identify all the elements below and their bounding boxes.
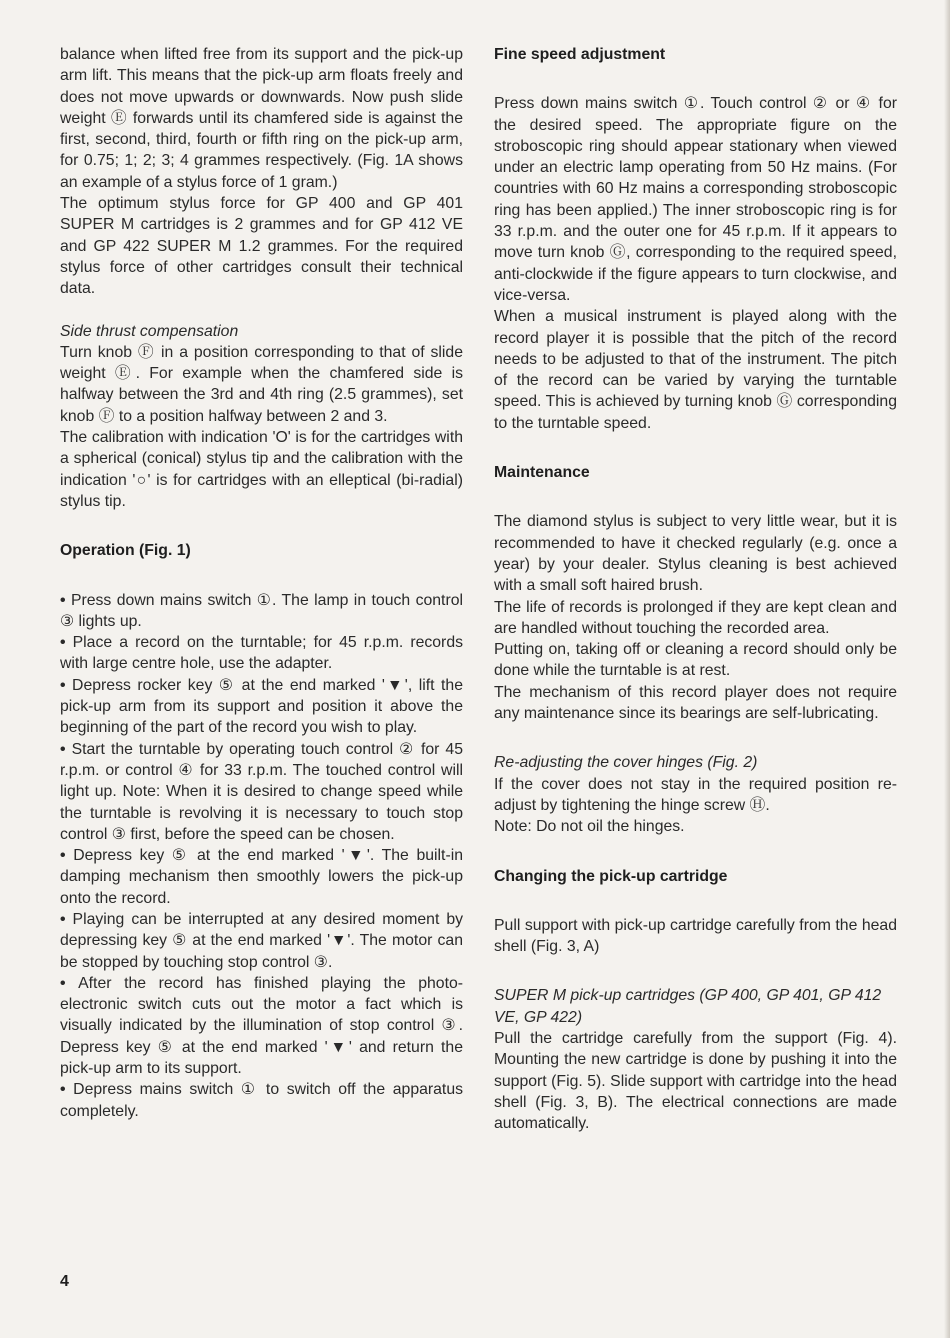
page-number: 4 (60, 1273, 69, 1290)
heading-maintenance: Maintenance (494, 464, 590, 482)
paragraph-hinge-screw: If the cover does not stay in the required position re-adjust by tightening the hinge screw Ⓗ. (494, 775, 897, 814)
paragraph-stylus-wear: The diamond stylus is subject to very little wear, but it is recommended to have it checked regularly (e.g. once a year) by your dealer. Stylus cleaning is best achieved with a small soft haired brush. (494, 513, 897, 595)
heading-changing-cartridge: Changing the pick-up cartridge (494, 867, 728, 885)
paragraph-record-life: The life of records is prolonged if they are kept clean and are handled without touching the recorded area. (494, 598, 897, 637)
paragraph-musical-instrument: When a musical instrument is played along with the record player it is possible that the pitch of the record needs to be adjusted to that of the instrument. The pitch of the record can be varied by varying the turntable speed. This is achieved by turning knob Ⓖ corresponding to the turntable speed. (494, 308, 897, 432)
paragraph-hinge-note: Note: Do not oil the hinges. (494, 818, 685, 836)
operation-step: • Depress rocker key ⑤ at the end marked '▼', lift the pick-up arm from its support and position it above the beginning of the part of the record you wish to play. (60, 675, 463, 739)
paragraph-handling: Putting on, taking off or cleaning a record should only be done while the turntable is at rest. (494, 641, 897, 680)
paragraph-calibration: The calibration with indication 'O' is for the cartridges with a spherical (conical) stylus tip and the calibration with the indication '○' is for cartridges with an elleptical (bi-radial) stylus tip. (60, 429, 463, 510)
operation-step: • After the record has finished playing the photo-electronic switch cuts out the motor a fact which is visually indicated by the illumination of stop control ③. Depress key ⑤ at the end marked '▼' and return the pick-up arm to its support. (60, 973, 463, 1079)
heading-fine-speed: Fine speed adjustment (494, 46, 666, 63)
paragraph-optimum-force: The optimum stylus force for GP 400 and GP 401 SUPER M cartridges is 2 grammes and for GP 412 VE and GP 422 SUPER M 1.2 grammes. For the required stylus force of other cartridges consult their technical data. (60, 195, 463, 298)
operation-step: • Start the turntable by operating touch control ② for 45 r.p.m. or control ④ for 33 r.p.m. The touched control will light up. Note: When it is desired to change speed while the turntable is revolving it is necessary to touch stop control ③ first, before the speed can be chosen. (60, 739, 463, 845)
paragraph-pull-support: Pull support with pick-up cartridge carefully from the head shell (Fig. 3, A) (494, 916, 897, 956)
heading-side-thrust: Side thrust compensation (60, 322, 239, 340)
paragraph-side-thrust: Turn knob Ⓕ in a position corresponding to that of slide weight Ⓔ. For example when the chamfered side is halfway between the 3rd and 4th ring (2.5 grammes), set knob Ⓕ to a position halfway between 2 and 3. (60, 343, 463, 425)
operation-step: • Depress key ⑤ at the end marked '▼'. The built-in damping mechanism then smoothly lowers the pick-up onto the record. (60, 845, 463, 909)
operation-step: • Press down mains switch ①. The lamp in touch control ③ lights up. (60, 590, 463, 633)
heading-cover-hinges: Re-adjusting the cover hinges (Fig. 2) (494, 754, 758, 772)
operation-step: • Place a record on the turntable; for 45 r.p.m. records with large centre hole, use the adapter. (60, 632, 463, 675)
heading-operation: Operation (Fig. 1) (60, 542, 191, 560)
paragraph-fine-speed: Press down mains switch ①. Touch control ② or ④ for the desired speed. The appropriate figure on the stroboscopic ring should appear stationary when viewed under an electric lamp operating from 50 Hz mains. (For countries with 60 Hz mains a corresponding stroboscopic ring has been applied.) The inner stroboscopic ring is for 33 r.p.m. and the outer one for 45 r.p.m. If it appears to move turn knob Ⓖ, corresponding to the required speed, anti-clockwide if the figure appears to turn clockwise, and vice-versa. (494, 95, 897, 304)
right-column (494, 44, 897, 1134)
paragraph-stylus-balance: balance when lifted free from its support and the pick-up arm lift. This means that the pick-up arm floats freely and does not move upwards or downwards. Now push slide weight Ⓔ forwards until its chamfered side is against the first, second, third, fourth or fifth ring on the pick-up arm, for 0.75; 1; 2; 3; 4 grammes respectively. (Fig. 1A shows an example of a stylus force of 1 gram.) (60, 46, 463, 191)
operation-step: • Depress mains switch ① to switch off the apparatus completely. (60, 1079, 463, 1122)
left-column (60, 44, 463, 1122)
paragraph-mounting-cartridge: Pull the cartridge carefully from the support (Fig. 4). Mounting the new cartridge is done by pushing it into the support (Fig. 5). Slide support with cartridge into the head shell (Fig. 3, B). The electrical connections are made automatically. (494, 1029, 897, 1133)
heading-super-m: SUPER M pick-up cartridges (GP 400, GP 401, GP 412 VE, GP 422) (494, 987, 882, 1026)
paragraph-self-lubricating: The mechanism of this record player does not require any maintenance since its bearings are self-lubricating. (494, 683, 897, 723)
operation-step: • Playing can be interrupted at any desired moment by depressing key ⑤ at the end marked '▼'. The motor can be stopped by touching stop control ③. (60, 909, 463, 973)
page-edge-shadow (944, 0, 950, 1338)
